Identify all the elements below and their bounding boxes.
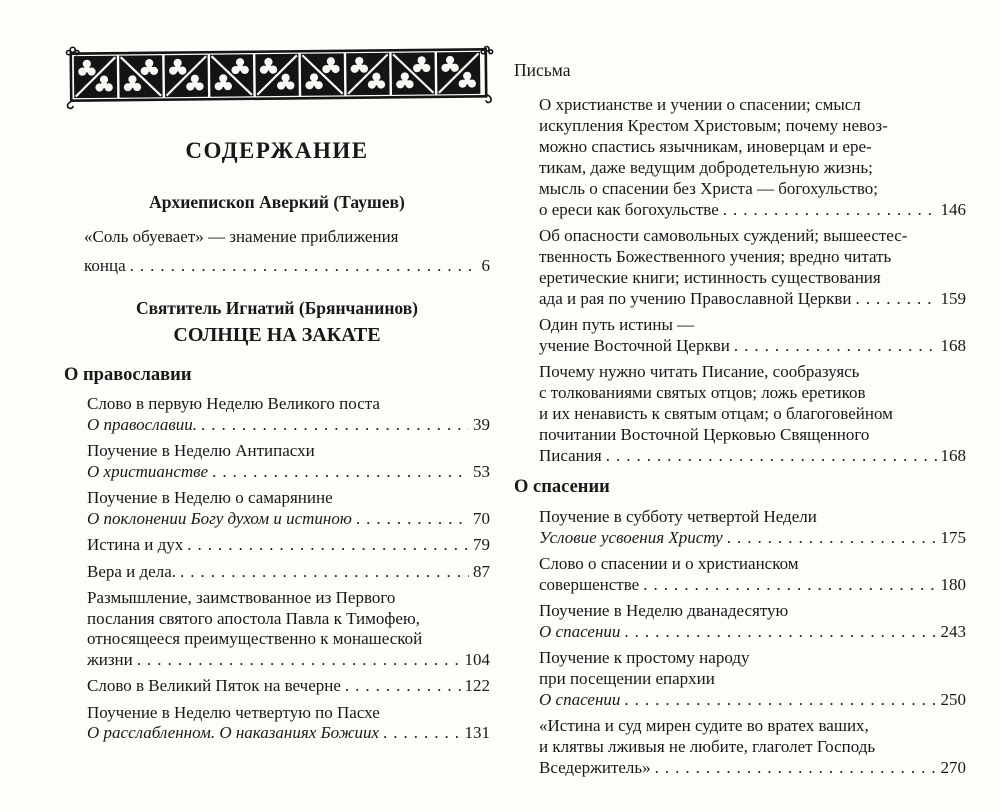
toc-entry (64, 588, 490, 670)
toc-entry-line (87, 629, 490, 650)
entry-title: жизни (87, 649, 133, 669)
page-number: 131 (464, 723, 490, 742)
toc-entry-line (539, 94, 966, 115)
entry-title: Вера и дела. (87, 561, 177, 581)
toc-entry-line (539, 574, 966, 595)
entry-title: Поучение к простому народу (539, 648, 750, 667)
toc-entry-line (539, 335, 966, 356)
page-number: 250 (940, 690, 966, 709)
toc-entry-line (539, 445, 966, 466)
dot-leader (624, 689, 936, 710)
section-heading-pisma: Письма (514, 60, 571, 80)
dot-leader (855, 288, 936, 309)
dot-leader (723, 199, 937, 220)
page-number: 53 (473, 461, 490, 481)
page-number: 270 (940, 758, 966, 777)
contents-title: СОДЕРЖАНИЕ (185, 138, 369, 163)
toc-entry (514, 553, 966, 595)
entry-title: еретические книги; истинность существования (539, 268, 881, 287)
entry-title: Слово о спасении и о христианском (539, 554, 799, 573)
toc-entry-line (87, 462, 490, 483)
page-number: 79 (473, 535, 490, 554)
entry-title: «Соль обуевает» — знамение приближения (84, 227, 399, 246)
entry-title: Слово в Великий Пяток на вечерне (87, 676, 341, 695)
entry-title: Поучение в Неделю четвертую по Пасхе (87, 702, 380, 722)
dot-leader (201, 415, 469, 436)
entry-title: относящееся преимущественно к монашеской (87, 629, 423, 648)
entry-title: «Истина и суд мирен судите во вратех ваших, (539, 716, 869, 735)
page-number: 6 (481, 256, 490, 275)
entry-title: послания святого апостола Павла к Тимофею, (87, 608, 420, 628)
toc-entry-line (539, 424, 966, 445)
left-column (64, 44, 490, 750)
toc-entry-line (539, 178, 966, 199)
intro-entry-list (64, 222, 490, 280)
page-number: 122 (464, 676, 490, 695)
entry-title: Об опасности самовольных суждений; вышеестес- (539, 226, 908, 245)
toc-entry-line (539, 225, 966, 246)
entry-title: можно спастись язычникам, иноверцам и ере- (539, 137, 872, 156)
toc-entry (514, 361, 966, 466)
toc-entry (64, 441, 490, 482)
toc-entry (64, 535, 490, 556)
toc-entry-line (539, 361, 966, 382)
entry-title: твенность Божественного учения; вредно читать (539, 247, 892, 266)
entry-title: Поучение в Неделю Антипасхи (87, 441, 315, 460)
page-number: 146 (940, 200, 966, 219)
toc-entry-line (84, 222, 490, 251)
toc-entry-line (539, 246, 966, 267)
author-heading-averky: Архиепископ Аверкий (Таушев) (149, 192, 405, 212)
toc-entry-line (539, 267, 966, 288)
dot-leader (727, 527, 937, 548)
toc-entries-left (64, 394, 490, 744)
toc-entry (514, 506, 966, 548)
toc-entry-line (539, 668, 966, 689)
toc-entry-line (84, 251, 490, 280)
dot-leader (356, 509, 469, 530)
toc-entry (64, 394, 490, 435)
entry-title: искупления Крестом Христовым; почему невоз- (539, 116, 888, 135)
page-number: 180 (940, 575, 966, 594)
entry-title: Один путь истины — (539, 315, 695, 334)
section-heading-pravoslavie: О православии (64, 365, 192, 385)
page-number: 175 (940, 528, 966, 547)
entry-title: ада и рая по учению Православной Церкви (539, 289, 852, 308)
toc-entry-line (539, 136, 966, 157)
toc-entry (514, 314, 966, 356)
dot-leader (212, 462, 469, 483)
entry-title: Размышление, заимствованное из Первого (87, 588, 396, 607)
toc-entry-line (87, 441, 490, 462)
toc-entry (514, 600, 966, 642)
page-number: 39 (473, 414, 490, 434)
dot-leader (180, 562, 469, 583)
toc-entry-line (87, 588, 490, 609)
toc-entry-line (87, 609, 490, 630)
toc-entry-line (87, 394, 490, 415)
page-number: 159 (940, 289, 966, 308)
entry-title: учение Восточной Церкви (539, 336, 730, 355)
toc-entry-line (539, 527, 966, 548)
toc-entry-line (87, 703, 490, 724)
toc-entries-letters (514, 94, 966, 466)
toc-entry-line (539, 715, 966, 736)
toc-entry (64, 703, 490, 744)
entry-title: тикам, даже ведущим добродетельную жизнь; (539, 158, 873, 177)
entry-title: с толкованиями святых отцов; ложь еретиков (539, 383, 866, 402)
toc-entry-line (87, 509, 490, 530)
dot-leader (734, 335, 937, 356)
entry-subtitle: О спасении (539, 690, 621, 709)
entry-title: О христианстве и учении о спасении; смысл (539, 95, 861, 114)
toc-entry-line (539, 382, 966, 403)
entry-title: Писания (539, 446, 602, 465)
toc-entry-line (539, 757, 966, 778)
entry-title: Поучение в субботу четвертой Недели (539, 507, 817, 526)
headband-icon (64, 42, 495, 110)
toc-entry-line (539, 403, 966, 424)
page-number: 70 (473, 508, 490, 528)
right-column (514, 58, 966, 783)
toc-entry-line (87, 415, 490, 436)
toc-entry-line (539, 600, 966, 621)
toc-entry-line (87, 488, 490, 509)
dot-leader (383, 723, 460, 744)
dot-leader (130, 251, 478, 280)
entry-title: совершенстве (539, 575, 640, 594)
entry-title: мысль о спасении без Христа — богохульство; (539, 179, 878, 198)
toc-entry-line (539, 736, 966, 757)
toc-entry (514, 647, 966, 710)
author-heading-ignaty: Святитель Игнатий (Брянчанинов) (135, 298, 419, 318)
decorative-headband-ornament (64, 42, 495, 110)
book-title: СОЛНЦЕ НА ЗАКАТЕ (173, 324, 381, 346)
entry-title: Почему нужно читать Писание, сообразуясь (539, 362, 860, 381)
toc-entry-line (539, 621, 966, 642)
entry-title: конца (84, 256, 126, 275)
toc-entry-line (539, 314, 966, 335)
entry-subtitle: О поклонении Богу духом и истиною (87, 508, 352, 528)
toc-entry-line (87, 535, 490, 556)
entry-title: почитании Восточной Церковью Священного (539, 425, 870, 444)
entry-title: Слово в первую Неделю Великого поста (87, 394, 380, 413)
toc-entry (64, 488, 490, 529)
toc-entry-line (539, 115, 966, 136)
dot-leader (187, 535, 469, 556)
page-number: 87 (473, 561, 490, 581)
page-number: 104 (464, 649, 490, 669)
toc-entry-line (87, 676, 490, 697)
entry-subtitle: Условие усвоения Христу (539, 528, 723, 547)
toc-entry-line (87, 650, 490, 671)
toc-entry-line (87, 562, 490, 583)
toc-entry-line (539, 199, 966, 220)
entry-title: Поучение в Неделю о самарянине (87, 488, 333, 507)
toc-entry (514, 94, 966, 220)
entry-subtitle: О спасении (539, 622, 621, 641)
toc-entry (514, 715, 966, 778)
toc-entry-line (539, 689, 966, 710)
toc-entry-line (539, 647, 966, 668)
toc-entry (64, 562, 490, 583)
entry-title: о ереси как богохульстве (539, 200, 719, 219)
dot-leader (137, 650, 461, 671)
entry-title: Истина и дух (87, 535, 184, 554)
entry-subtitle: О православии. (87, 414, 197, 434)
toc-entry-line (539, 288, 966, 309)
dot-leader (624, 621, 936, 642)
section-heading-spasenie: О спасении (514, 477, 610, 497)
entry-title: и клятвы лживыя не любите, глаголет Господь (539, 737, 876, 756)
entry-title: и их ненависть к святым отцам; о благоговейном (539, 404, 893, 423)
dot-leader (345, 676, 461, 697)
entry-subtitle: О христианстве (87, 461, 209, 481)
toc-entry (64, 676, 490, 697)
entry-title: Поучение в Неделю дванадесятую (539, 601, 789, 620)
page-number: 243 (940, 622, 966, 641)
toc-entries-salvation (514, 506, 966, 778)
dot-leader (606, 445, 937, 466)
toc-entry-line (87, 723, 490, 744)
entry-title: Вседержитель» (539, 758, 651, 777)
toc-entry-line (539, 553, 966, 574)
entry-subtitle: О расслабленном. О наказаниях Божиих (87, 723, 380, 742)
toc-entry (514, 225, 966, 309)
dot-leader (643, 574, 936, 595)
entry-title: при посещении епархии (539, 669, 715, 688)
toc-entry (64, 222, 490, 280)
dot-leader (655, 757, 937, 778)
toc-entry-line (539, 157, 966, 178)
page-number: 168 (940, 446, 966, 465)
page-number: 168 (940, 336, 966, 355)
toc-entry-line (539, 506, 966, 527)
